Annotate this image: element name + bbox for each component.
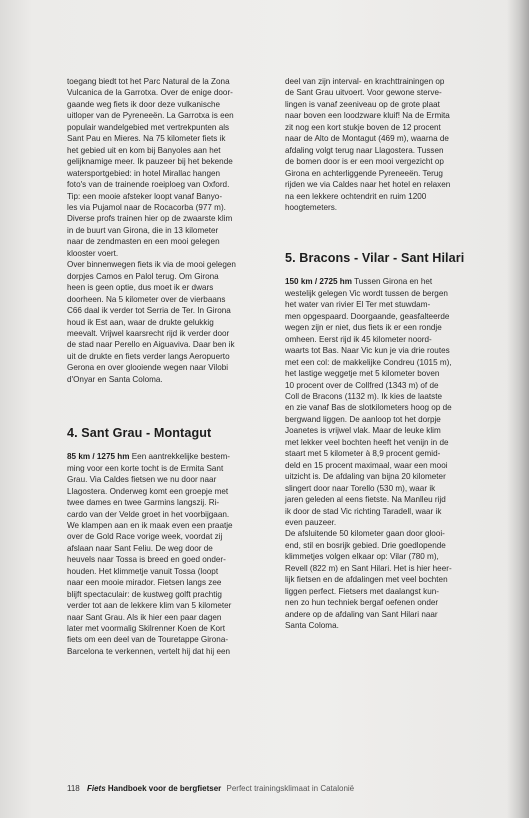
page-number: 118 xyxy=(67,784,80,793)
section-4-text: Een aantrekkelijke bestem- ming voor een korte tocht is de Ermita Sant Grau. Via Caldes fietsen we nu door naar Llagostera. Onderweg komt een groepje met twee dames en twee Garmins langszij. Ri- cardo van der Velde groet in het voorbijgaan. We klampen aan en ik maak even een praatje over de Gold Race vorige week, voordat zij afslaan naar Sant Feliu. De weg door de heuvels naar Tossa is breed en goed onder- houden. Het klimmetje vanuit Tossa (loopt naar een mooie mirador. Fietsen langs zee blijft spectaculair: de kustweg golft prachtig verder tot aan de lekkere klim van 5 kilometer naar Sant Grau. Als ik hier een paar dagen later met voormalig Skilrenner Koen de Kort fiets om een deel van de Touretappe Girona- Barcelona te verkennen, vertelt hij dat hij een xyxy=(67,452,233,656)
section-5-stats: 150 km / 2725 hm xyxy=(285,277,353,287)
section-5-body xyxy=(285,276,485,631)
footer-subtitle: Perfect trainingsklimaat in Catalonië xyxy=(226,784,355,793)
left-column xyxy=(67,76,267,657)
section-spacer xyxy=(67,385,267,425)
intro-paragraph: toegang biedt tot het Parc Natural de la Zona Vulcanica de la Garrotxa. Over de enige door- gaande weg fiets ik door deze vulkanische uitloper van de Pyreneeën. La Garrotxa is een populair wandelgebied met vertrekpunten als Sant Pau en Mieres. Na 75 kilometer fiets ik het gebied uit en kom bij Banyoles aan het gelijknamige meer. Ik pauzeer bij het bekende watersportgebied: in hotel Mirallac hangen foto's van de trainende roeiploeg van Oxford. Tip: een mooie afsteker loopt vanaf Banyo- les via Pujamol naar de Rocacorba (977 m). Diverse profs trainen hier op de zwaarste klim in de buurt van Girona, die in 13 kilometer naar de zendmasten en een mooi gelegen klooster voert. Over binnenwegen fiets ik via de mooi gelegen dorpjes Camos en Palol terug. Om Girona heen is geen optie, dus moet ik er dwars doorheen. Na 5 kilometer over de vierbaans C66 daal ik verder tot Serria de Ter. In Girona houd ik Est aan, waar de drukte gelukkig meevalt. Vrijwel kaarsrecht rijd ik verder door de stad naar Perello en Aiguaviva. Daar ben ik uit de drukte en fiets verder langs Aeropuerto Gerona en over glooiende wegen naar Vilobi d'Onyar en Santa Coloma. xyxy=(67,77,236,384)
page-binding-shadow xyxy=(507,0,529,818)
right-column xyxy=(285,76,485,631)
section-4-body xyxy=(67,451,267,657)
section-5-heading: 5. Bracons - Vilar - Sant Hilari xyxy=(285,251,465,266)
section-4-continuation: deel van zijn interval- en krachttrainingen op de Sant Grau uitvoert. Voor gewone sterve- lingen is vanaf zeeniveau op de grote plaat naar boven een loodzware kluif! Na de Ermita zit nog een kort stukje boven de 12 procent naar de Alto de Montagut (469 m), waarna de afdaling volgt terug naar Llagostera. Tussen de bomen door is er een mooi vergezicht op Girona en achterliggende Pyreneeën. Terug rijden we via Caldes naar het hotel en relaxen na een lekkere ochtendrit en ruim 1200 hoogtemeters. xyxy=(285,77,451,212)
section-spacer xyxy=(285,213,485,250)
section-4-stats: 85 km / 1275 hm xyxy=(67,452,130,462)
footer-brand: Fiets xyxy=(87,784,106,793)
heading-spacer xyxy=(67,441,267,451)
section-4-heading: 4. Sant Grau - Montagut xyxy=(67,426,212,441)
footer-book-title: Handboek voor de bergfietser xyxy=(107,784,222,793)
section-5-text: Tussen Girona en het westelijk gelegen Vic wordt tussen de bergen het water van rivier El Ter met stuwdam- men opgespaard. Doorgaande, geasfalteerde wegen zijn er niet, dus fiets ik er een rondje omheen. Eerst rijd ik 45 kilometer noord- waarts tot Bas. Naar Vic kun je via drie routes met een col: de makkelijke Condreu (1015 m), het lastige weggetje met 5 kilometer boven 10 procent over de Collfred (1343 m) of de Coll de Bracons (1132 m). Ik kies de laatste en zie vanaf Bas de slotkilometers hoog op de bergwand liggen. De aanloop tot het dorpje Joanetes is vrijwel vlak. Maar de leuke klim met lekker veel bochten heeft het venijn in de staart met 5 kilometer à 8,9 procent gemid- deld en 15 procent maximaal, waar een mooi uitzicht is. De afdaling van bijna 20 kilometer slingert door naar Torello (530 m), waar ik jaren geleden al eens fietste. Na Manlleu rijd ik door de stad Vic richting Taradell, waar ik even pauzeer. De afsluitende 50 kilometer gaan door glooi- end, stil en bosrijk gebied. Drie goedlopende klimmetjes volgen elkaar op: Vilar (780 m), Revell (822 m) en Sant Hilari. Het is hier heer- lijk fietsen en de afdalingen met veel bochten liggen perfect. Fietsers met daalangst kun- nen zo hun techniek bergaf oefenen onder andere op de afdaling van Sant Hilari naar Santa Coloma. xyxy=(285,277,452,631)
heading-spacer xyxy=(285,266,485,276)
page-footer xyxy=(67,783,354,794)
